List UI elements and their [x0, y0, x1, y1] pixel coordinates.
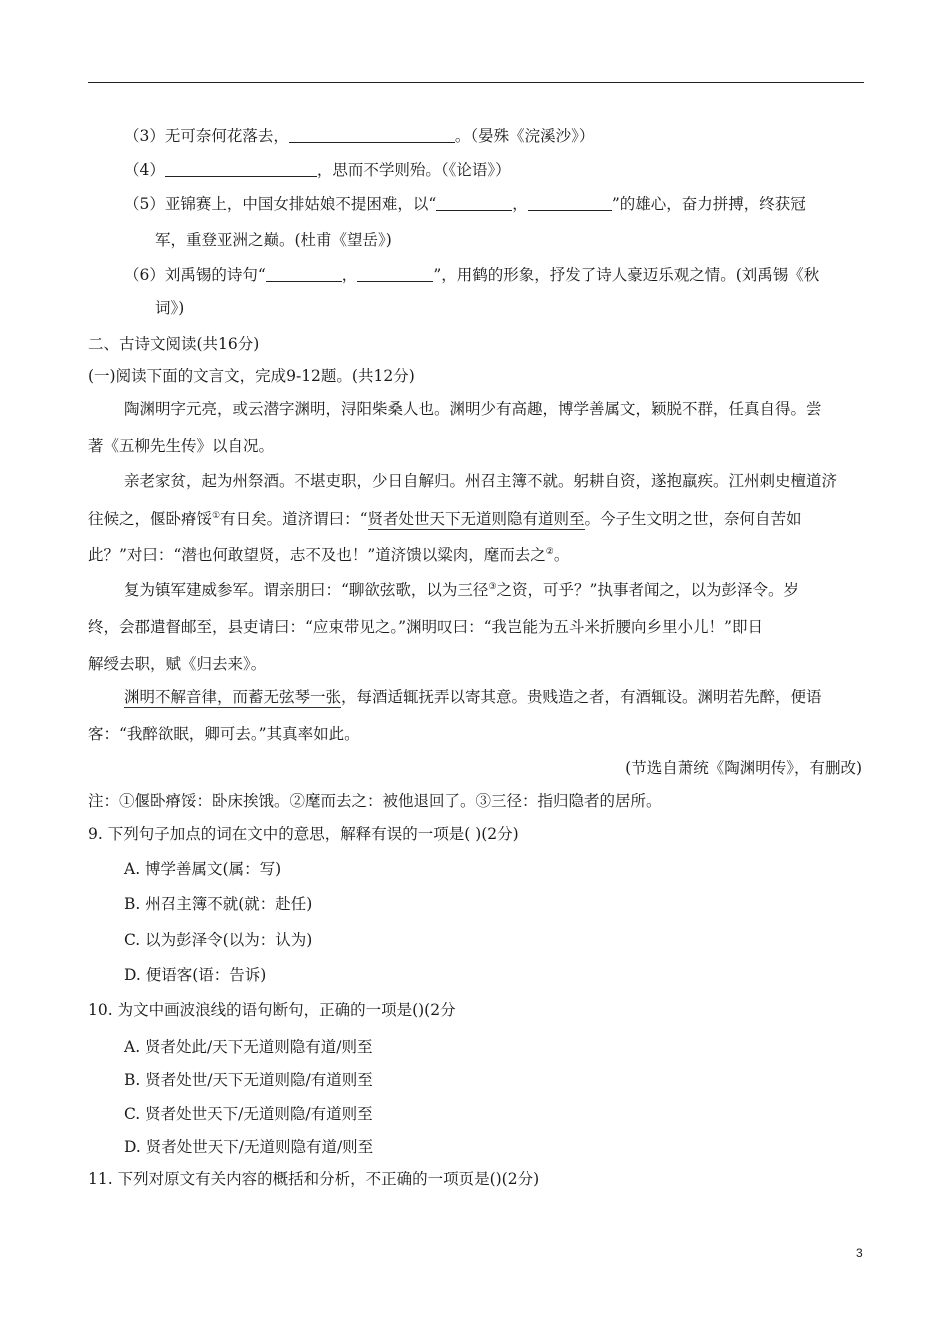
q11-stem: 11. 下列对原文有关内容的概括和分析，不正确的一项页是()(2分) [88, 1170, 540, 1188]
footnote-marker: ③ [488, 582, 497, 592]
passage-p4-line1: 渊明不解音律，而蓄无弦琴一张，每酒适辄抚弄以寄其意。贵贱造之者，有酒辄设。渊明若先醉，便语 [124, 688, 822, 706]
passage-p1-line2: 著《五柳先生传》以自况。 [88, 437, 275, 455]
q10-option-a[interactable]: A. 贤者处此/天下无道则隐有道/则至 [124, 1038, 373, 1056]
q10-option-c[interactable]: C. 贤者处世天下/无道则隐/有道则至 [124, 1105, 373, 1123]
q10-option-d[interactable]: D. 贤者处世天下/无道则隐有道/则至 [124, 1138, 374, 1156]
passage-p2-line2: 往候之，偃卧瘠馁①有日矣。道济谓曰：“贤者处世天下无道则隐有道则至。今子生文明之世，奈何自苦如 [88, 510, 802, 528]
answer-blank[interactable] [357, 267, 433, 282]
fill-q6: （6）刘禹锡的诗句“ ， ”，用鹤的形象，抒发了诗人豪迈乐观之情。(刘禹锡《秋 [124, 266, 820, 284]
answer-blank[interactable] [165, 162, 317, 177]
answer-blank[interactable] [528, 196, 612, 211]
underlined-sentence: 渊明不解音律，而蓄无弦琴一张 [124, 688, 342, 706]
fill-q5: （5）亚锦赛上，中国女排姑娘不提困难，以“ ， ”的雄心，奋力拼搏，终获冠 [124, 195, 806, 213]
answer-blank[interactable] [266, 267, 342, 282]
answer-blank[interactable] [436, 196, 512, 211]
q10-option-b[interactable]: B. 贤者处世/天下无道则隐/有道则至 [124, 1071, 373, 1089]
passage-p1-line1: 陶渊明字元亮，或云潜字渊明，浔阳柴桑人也。渊明少有高趣，博学善属文，颖脱不群，任真自得。尝 [124, 400, 822, 418]
q9-option-b[interactable]: B. 州召主簿不就(就：赴任) [124, 895, 313, 913]
q9-option-a[interactable]: A. 博学善属文(属：写) [124, 860, 282, 878]
fill-q4: （4） ，思而不学则殆。（《论语》） [124, 161, 511, 179]
fill-q5-cont: 军，重登亚洲之巅。(杜甫《望岳》) [155, 231, 392, 249]
passage-p4-line2: 客：“我醉欲眠，卿可去。”其真率如此。 [88, 725, 360, 743]
footnote-marker: ① [212, 511, 221, 521]
passage-source: (节选自萧统《陶渊明传》，有删改) [625, 759, 862, 777]
section-title: 二、古诗文阅读(共16分) [88, 335, 260, 353]
section-subtitle: (一)阅读下面的文言文，完成9-12题。(共12分) [88, 367, 415, 385]
passage-p3-line2: 终，会郡遣督邮至，县吏请曰：“应束带见之。”渊明叹曰：“我岂能为五斗米折腰向乡里小儿！”即日 [88, 618, 763, 636]
header-rule [88, 82, 864, 83]
fill-q6-cont: 词》) [155, 299, 185, 317]
q10-stem: 10. 为文中画波浪线的语句断句，正确的一项是()(2分 [88, 1001, 456, 1019]
wavy-underlined-sentence: 贤者处世天下无道则隐有道则至 [367, 510, 585, 528]
footnote-marker: ② [545, 547, 554, 557]
passage-p2-line3: 此？”对曰：“潜也何敢望贤，志不及也！”道济馈以粱肉，麾而去之②。 [88, 546, 570, 564]
q9-option-c[interactable]: C. 以为彭泽令(以为：认为) [124, 931, 313, 949]
fill-q3: （3）无可奈何花落去， 。（晏殊《浣溪沙》） [124, 127, 595, 145]
passage-p2-line1: 亲老家贫，起为州祭酒。不堪吏职，少日自解归。州召主簿不就。躬耕自资，遂抱羸疾。江州刺史檀道济 [124, 472, 838, 490]
passage-p3-line3: 解绶去职，赋《归去来》。 [88, 655, 267, 673]
footnotes: 注：①偃卧瘠馁：卧床挨饿。②麾而去之：被他退回了。③三径：指归隐者的居所。 [88, 792, 662, 810]
page-number: 3 [856, 1246, 863, 1260]
passage-p3-line1: 复为镇军建威参军。谓亲朋曰：“聊欲弦歌，以为三径③之资，可乎？”执事者闻之，以为彭泽令。岁 [124, 581, 799, 599]
answer-blank[interactable] [289, 128, 455, 143]
q9-stem: 9. 下列句子加点的词在文中的意思，解释有误的一项是( )(2分) [88, 825, 519, 843]
q9-option-d[interactable]: D. 便语客(语：告诉) [124, 966, 267, 984]
